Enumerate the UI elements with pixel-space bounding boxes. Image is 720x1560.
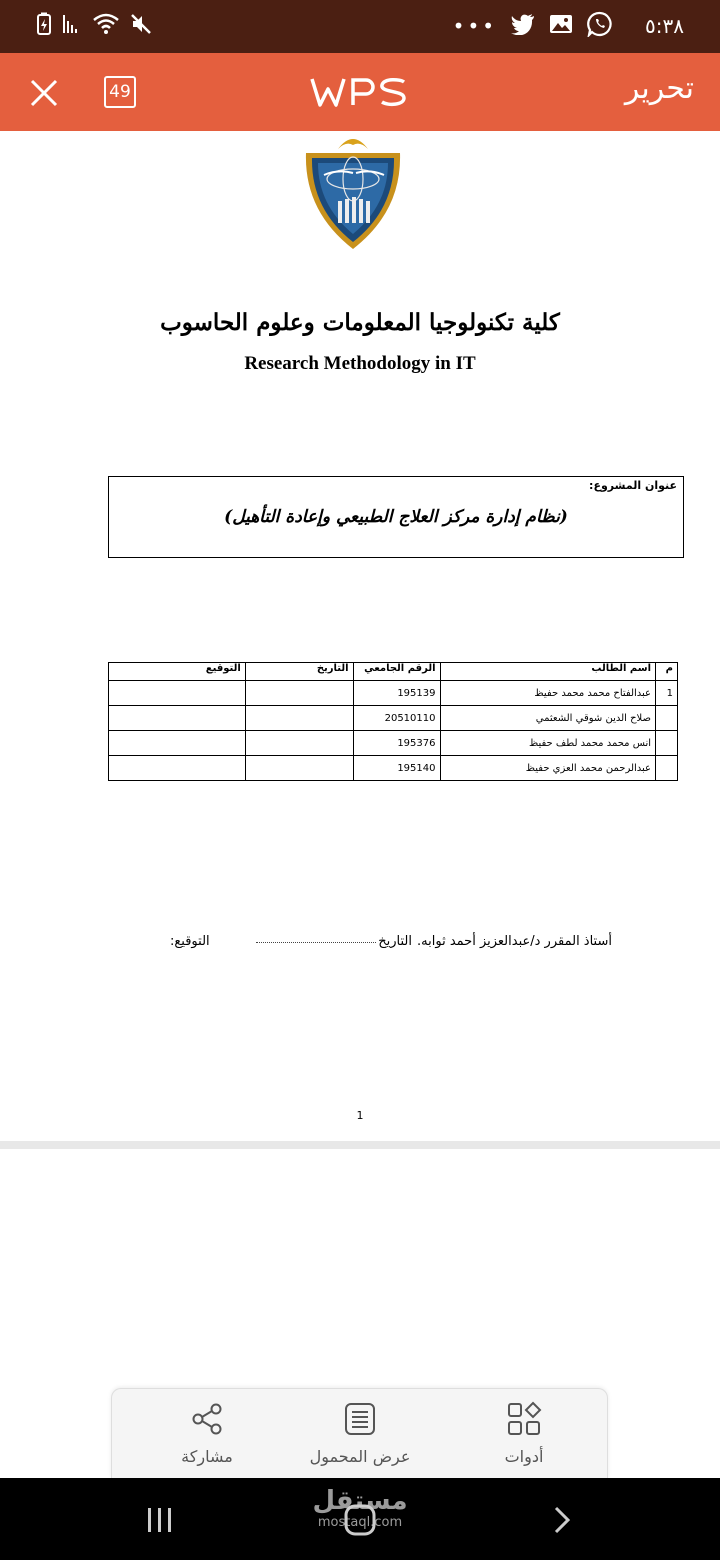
students-table [108, 662, 678, 781]
twitter-icon [511, 13, 535, 39]
tools-label: أدوات [504, 1447, 544, 1466]
cell-date [245, 731, 353, 756]
table-row [109, 731, 678, 756]
instructor-signature-line [170, 934, 612, 954]
mute-icon [130, 13, 152, 39]
course-title: Research Methodology in IT [244, 353, 476, 374]
back-button[interactable] [542, 1502, 582, 1538]
wps-ps-letters-icon [350, 77, 408, 107]
share-label: مشاركة [181, 1447, 233, 1466]
wps-logo [310, 75, 410, 109]
page-separator [0, 1141, 720, 1149]
back-chevron-icon [542, 1502, 582, 1538]
college-title: كلية تكنولوجيا المعلومات وعلوم الحاسوب [160, 309, 560, 336]
signature-label: التوقيع: [170, 934, 210, 949]
mostaql-watermark [300, 1486, 420, 1530]
whatsapp-icon [587, 11, 613, 41]
cell-signature [109, 681, 246, 706]
table-row [109, 756, 678, 781]
header-signature: التوقيع [109, 663, 246, 681]
header-date: التاريخ [245, 663, 353, 681]
cell-signature [109, 756, 246, 781]
instructor-name: أستاذ المقرر د/عبدالعزيز أحمد ثوابه. [417, 934, 612, 949]
cell-index [656, 706, 678, 731]
page-count-button[interactable]: 49 [104, 76, 136, 108]
date-field [256, 934, 412, 949]
clock: ٥:٣٨ [645, 14, 684, 38]
cell-signature [109, 706, 246, 731]
project-title-box [108, 476, 684, 558]
system-status-icons [36, 12, 152, 40]
tools-icon [506, 1401, 542, 1437]
date-dotted-line [256, 942, 376, 943]
share-icon [189, 1401, 225, 1437]
table-header-row [109, 663, 678, 681]
header-index: م [656, 663, 678, 681]
watermark-latin: mostaql.com [317, 1515, 403, 1530]
cell-date [245, 681, 353, 706]
cell-date [245, 756, 353, 781]
share-button[interactable] [132, 1389, 282, 1479]
close-button[interactable] [24, 73, 64, 113]
cell-index [656, 731, 678, 756]
gallery-icon [549, 13, 573, 39]
cell-student-id: 20510110 [353, 706, 440, 731]
date-label: التاريخ [378, 934, 412, 949]
cell-student-id: 195140 [353, 756, 440, 781]
app-header [0, 53, 720, 131]
recent-apps-icon [140, 1502, 180, 1538]
cell-name: عبدالرحمن محمد العزي حفيظ [440, 756, 656, 781]
tools-button[interactable] [449, 1389, 599, 1479]
signal-icon [62, 13, 82, 39]
close-icon [24, 73, 64, 113]
page-number: 1 [356, 1109, 364, 1122]
table-row [109, 681, 678, 706]
table-row [109, 706, 678, 731]
system-nav-bar [0, 1478, 720, 1560]
mobile-view-icon [342, 1401, 378, 1437]
project-title: (نظام إدارة مركز العلاج الطبيعي وإعادة التأهيل) [224, 507, 568, 527]
status-bar [0, 0, 720, 53]
edit-button[interactable]: تحرير [624, 71, 694, 106]
wps-w-mark-icon [310, 77, 346, 107]
cell-name: عبدالفتاح محمد محمد حفيظ [440, 681, 656, 706]
bottom-toolbar [111, 1388, 608, 1478]
notification-area [453, 10, 684, 42]
header-name: اسم الطالب [440, 663, 656, 681]
cell-name: انس محمد محمد لطف حفيظ [440, 731, 656, 756]
cell-name: صلاح الدين شوقي الشعثمي [440, 706, 656, 731]
cell-signature [109, 731, 246, 756]
project-label: عنوان المشروع: [589, 479, 677, 492]
university-logo [298, 131, 408, 253]
battery-icon [36, 12, 52, 40]
cell-student-id: 195376 [353, 731, 440, 756]
more-notifications: ••• [452, 14, 498, 38]
wifi-icon [92, 12, 120, 40]
header-student-id: الرقم الجامعي [353, 663, 440, 681]
document-page [0, 131, 720, 1141]
mobile-view-button[interactable] [285, 1389, 435, 1479]
watermark-arabic: مستقل [312, 1486, 408, 1516]
mobile-view-label: عرض المحمول [309, 1447, 411, 1466]
cell-index: 1 [656, 681, 678, 706]
cell-date [245, 706, 353, 731]
cell-index [656, 756, 678, 781]
recent-apps-button[interactable] [140, 1502, 180, 1538]
cell-student-id: 195139 [353, 681, 440, 706]
